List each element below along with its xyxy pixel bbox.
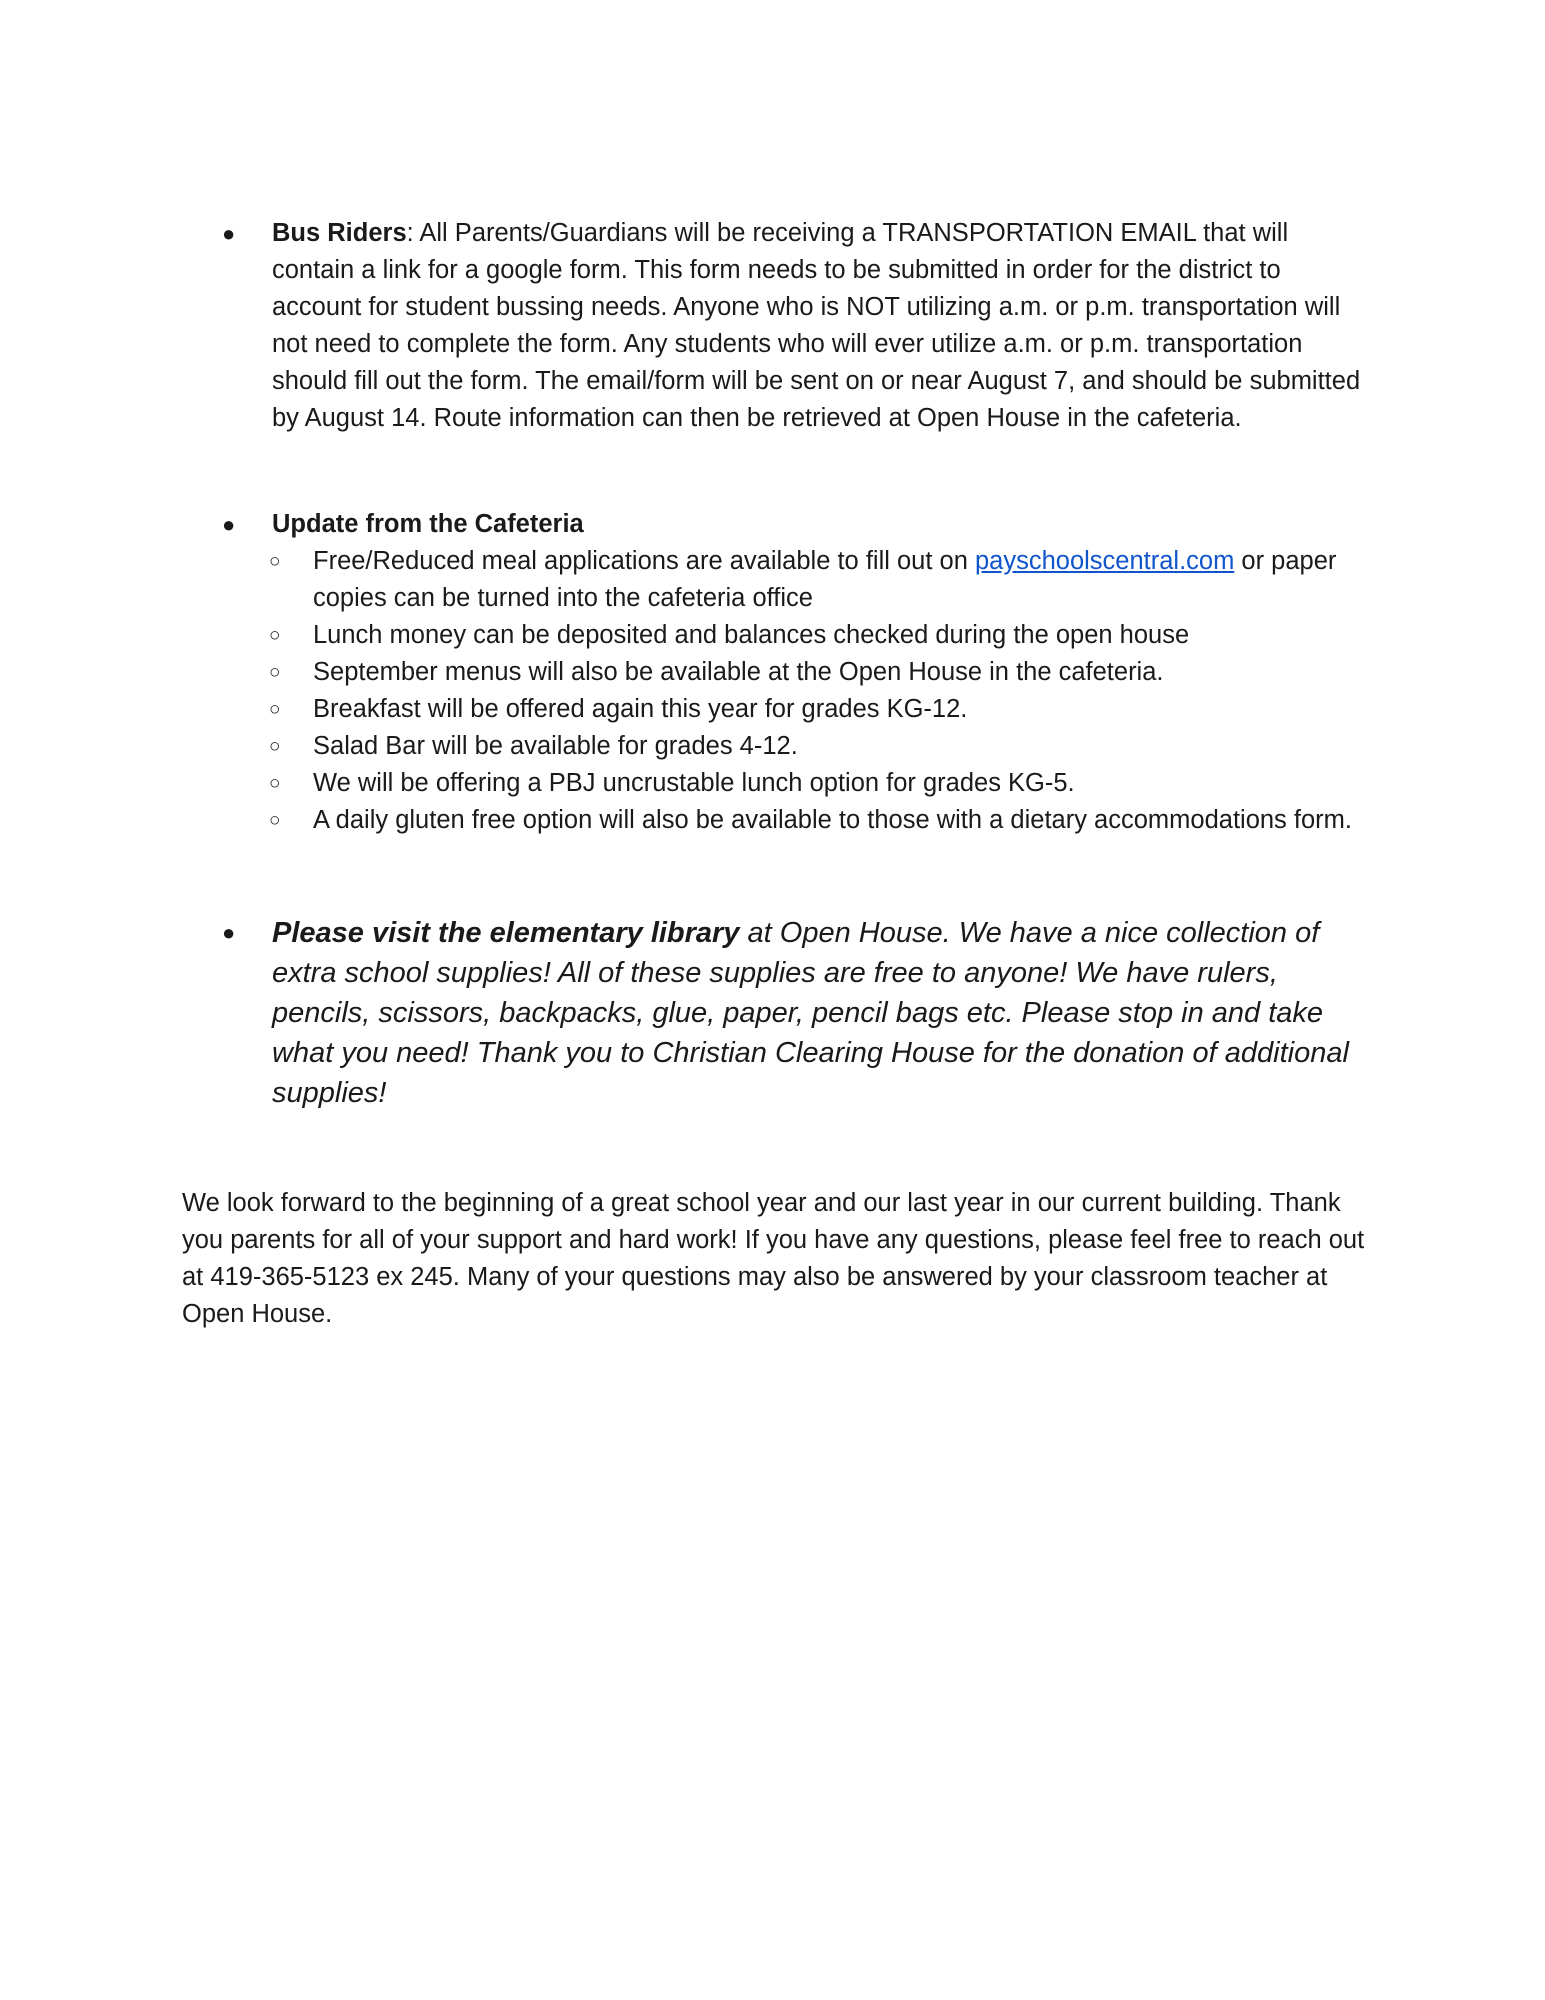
list-item-text: September menus will also be available at the Open House in the cafeteria.: [313, 658, 1164, 686]
library-paragraph: [272, 913, 1372, 1113]
list-item-text: Salad Bar will be available for grades 4-12.: [313, 732, 798, 760]
cafeteria-list: [222, 543, 1372, 839]
library-section: [222, 913, 1372, 1113]
meal-application-text-end: or paper copies can be turned into the cafeteria office: [313, 547, 1337, 612]
list-item: [269, 543, 1372, 617]
bus-riders-section: [222, 215, 1372, 437]
library-text: at Open House. We have a nice collection of extra school supplies! All of these supplies are free to anyone! We have rulers, pencils, scissors, backpacks, glue, paper, pencil bags etc. Please stop in and take what you need! Thank you to Christian Clearing House for the donation of additional supplies!: [272, 917, 1349, 1109]
closing-paragraph: We look forward to the beginning of a great school year and our last year in our current building. Thank you parents for all of your support and hard work! If you have any questions, please feel free to reach out at 419-365-5123 ex 245. Many of your questions may also be answered by your classroom teacher at Open House.: [182, 1189, 1365, 1328]
list-item-text: A daily gluten free option will also be available to those with a dietary accommodations form.: [313, 806, 1352, 834]
meal-application-text: Free/Reduced meal applications are available to fill out on: [313, 547, 975, 575]
list-item-text: We will be offering a PBJ uncrustable lunch option for grades KG-5.: [313, 769, 1075, 797]
circle-bullet-icon: ○: [269, 551, 281, 572]
list-item: [269, 802, 1372, 839]
bullet-icon: ●: [222, 512, 236, 537]
cafeteria-heading: Update from the Cafeteria: [272, 510, 584, 538]
circle-bullet-icon: ○: [269, 662, 281, 683]
list-item: [269, 654, 1372, 691]
list-item-text: Lunch money can be deposited and balances checked during the open house: [313, 621, 1190, 649]
circle-bullet-icon: ○: [269, 773, 281, 794]
bus-riders-paragraph: [272, 215, 1372, 437]
bullet-icon: ●: [222, 221, 236, 246]
payschoolscentral-link[interactable]: payschoolscentral.com: [974, 547, 1235, 575]
circle-bullet-icon: ○: [269, 699, 281, 720]
list-item-text: Breakfast will be offered again this year for grades KG-12.: [313, 695, 968, 723]
cafeteria-section: [222, 506, 1372, 839]
bus-riders-heading: Bus Riders: [272, 219, 407, 247]
circle-bullet-icon: ○: [269, 810, 281, 831]
list-item: [269, 765, 1372, 802]
circle-bullet-icon: ○: [269, 625, 281, 646]
bullet-icon: ●: [222, 920, 236, 945]
list-item: [269, 691, 1372, 728]
list-item: [269, 728, 1372, 765]
list-item: [269, 617, 1372, 654]
circle-bullet-icon: ○: [269, 736, 281, 757]
library-heading: Please visit the elementary library: [272, 917, 740, 949]
bus-riders-text: : All Parents/Guardians will be receiving a TRANSPORTATION EMAIL that will contain a link for a google form. This form needs to be submitted in order for the district to account for student bussing needs. Anyone who is NOT utilizing a.m. or p.m. transportation will not need to complete the form. Any students who will ever utilize a.m. or p.m. transportation should fill out the form. The email/form will be sent on or near August 7, and should be submitted by August 14. Route information can then be retrieved at Open House in the cafeteria.: [272, 219, 1361, 432]
